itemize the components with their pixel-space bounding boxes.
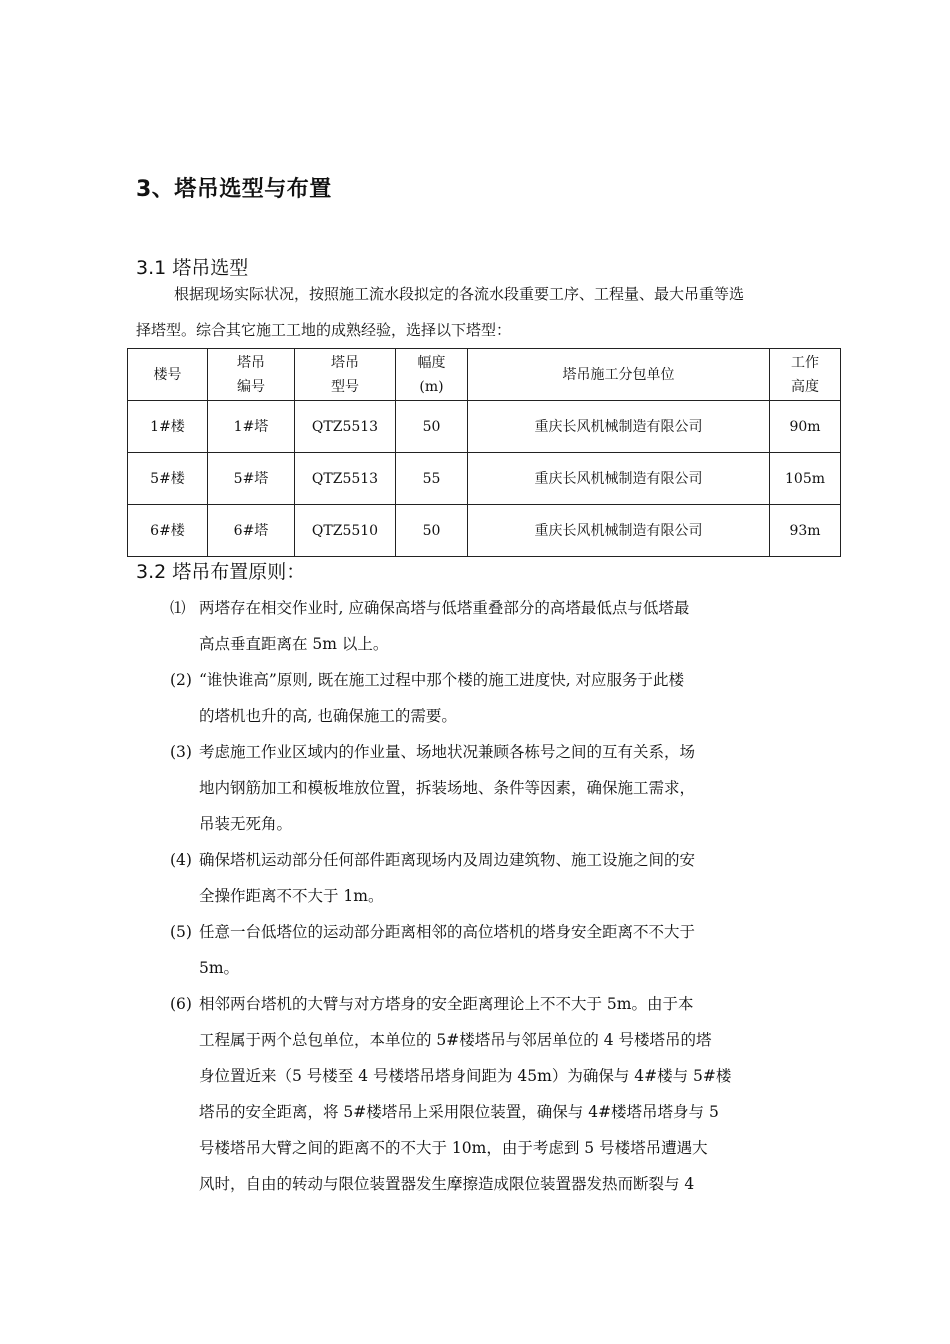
table-cell: 93m [770, 505, 841, 557]
item-line: 两塔存在相交作业时, 应确保高塔与低塔重叠部分的高塔最低点与低塔最 [199, 599, 690, 617]
table-cell: 1#楼 [128, 401, 208, 453]
list-item [170, 734, 830, 842]
table-cell: 50 [396, 505, 468, 557]
item-line: “谁快谁高”原则, 既在施工过程中那个楼的施工进度快, 对应服务于此楼 [199, 671, 685, 689]
intro-line: 根据现场实际状况，按照施工流水段拟定的各流水段重要工序、工程量、最大吊重等选 [174, 285, 745, 303]
table-cell: 6#塔 [208, 505, 295, 557]
item-number: (4) [170, 851, 192, 869]
table-cell: QTZ5513 [295, 453, 396, 505]
item-line: 号楼塔吊大臂之间的距离不的不大于 10m，由于考虑到 5 号楼塔吊遭遇大 [199, 1139, 708, 1157]
table-cell: QTZ5510 [295, 505, 396, 557]
item-line: 工程属于两个总包单位，本单位的 5#楼塔吊与邻居单位的 4 号楼塔吊的塔 [199, 1031, 712, 1049]
item-line: 5m。 [199, 959, 240, 977]
table-cell: 105m [770, 453, 841, 505]
table-cell: 6#楼 [128, 505, 208, 557]
table-cell: 55 [396, 453, 468, 505]
item-line: 相邻两台塔机的大臂与对方塔身的安全距离理论上不不大于 5m。由于本 [199, 995, 694, 1013]
table-cell: QTZ5513 [295, 401, 396, 453]
intro-line: 择塔型。综合其它施工工地的成熟经验，选择以下塔型： [136, 321, 512, 339]
table-cell: 50 [396, 401, 468, 453]
tower-crane-table [127, 348, 841, 557]
item-line: 考虑施工作业区域内的作业量、场地状况兼顾各栋号之间的互有关系，场 [199, 743, 696, 761]
list-item [170, 986, 830, 1202]
table-row [128, 505, 841, 557]
table-cell: 5#楼 [128, 453, 208, 505]
header-cell: 工作 高度 [770, 349, 841, 401]
item-line: 全操作距离不不大于 1m。 [199, 887, 384, 905]
item-number: (3) [170, 743, 192, 761]
item-line: 身位置近来（5 号楼至 4 号楼塔吊塔身间距为 45m）为确保与 4#楼与 5#楼 [199, 1067, 732, 1085]
list-item [170, 590, 830, 662]
item-number: ⑴ [170, 599, 186, 617]
table-cell: 重庆长风机械制造有限公司 [468, 453, 770, 505]
header-cell: 塔吊施工分包单位 [468, 349, 770, 401]
table-cell: 5#塔 [208, 453, 295, 505]
table-cell: 重庆长风机械制造有限公司 [468, 401, 770, 453]
table-cell: 1#塔 [208, 401, 295, 453]
header-cell: 楼号 [128, 349, 208, 401]
section-heading: 3、塔吊选型与布置 [136, 177, 332, 202]
item-line: 任意一台低塔位的运动部分距离相邻的高位塔机的塔身安全距离不不大于 [199, 923, 696, 941]
list-item [170, 662, 830, 734]
table-cell: 重庆长风机械制造有限公司 [468, 505, 770, 557]
item-number: (6) [170, 995, 192, 1013]
item-line: 风时，自由的转动与限位装置器发生摩擦造成限位装置器发热而断裂与 4 [199, 1175, 695, 1193]
item-line: 高点垂直距离在 5m 以上。 [199, 635, 389, 653]
item-line: 地内钢筋加工和模板堆放位置，拆装场地、条件等因素，确保施工需求， [199, 779, 696, 797]
table-row [128, 401, 841, 453]
table-row [128, 453, 841, 505]
item-number: (2) [170, 671, 192, 689]
item-line: 吊装无死角。 [199, 815, 293, 833]
header-cell: 幅度 (m) [396, 349, 468, 401]
item-number: (5) [170, 923, 192, 941]
item-line: 塔吊的安全距离，将 5#楼塔吊上采用限位装置，确保与 4#楼塔吊塔身与 5 [199, 1103, 719, 1121]
intro-paragraph [136, 276, 826, 348]
item-line: 的塔机也升的高, 也确保施工的需要。 [199, 707, 457, 725]
list-item [170, 914, 830, 986]
table-header-row [128, 349, 841, 401]
list-item [170, 842, 830, 914]
table-cell: 90m [770, 401, 841, 453]
header-cell: 塔吊 型号 [295, 349, 396, 401]
item-line: 确保塔机运动部分任何部件距离现场内及周边建筑物、施工设施之间的安 [199, 851, 696, 869]
principles-list [170, 590, 830, 1202]
subsection-title-layout: 3.2 塔吊布置原则： [136, 561, 306, 583]
subsection-title-selection: 3.1 塔吊选型 [136, 257, 249, 279]
header-cell: 塔吊 编号 [208, 349, 295, 401]
